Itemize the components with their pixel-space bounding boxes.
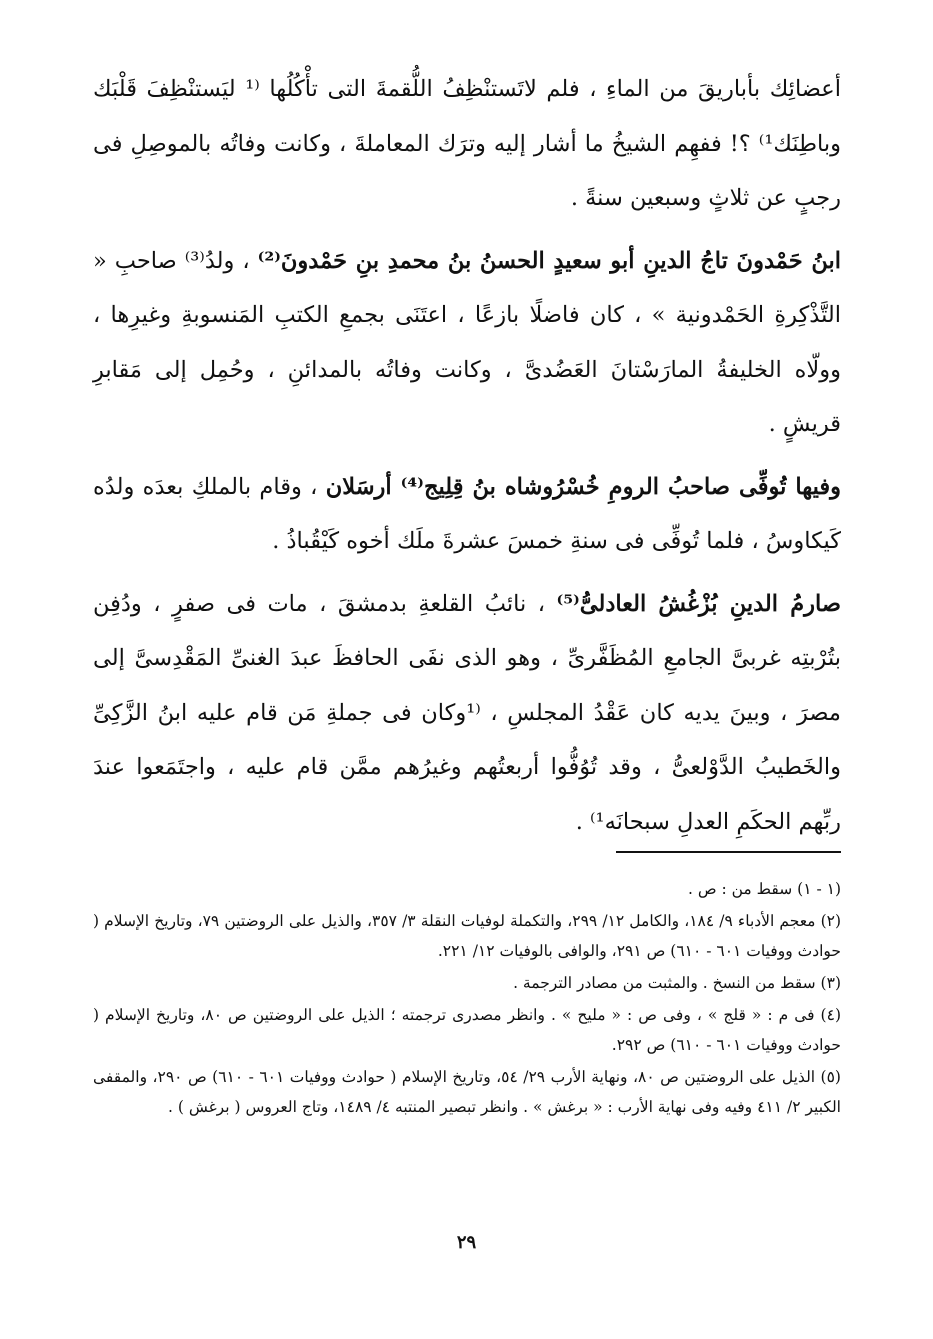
footnote-5: (٥) الذيل على الروضتين ص ٨٠، ونهاية الأرب ٢٩/ ٥٤، وتاريخ الإسلام ( حوادث ووفيات ٦٠١ - ٦١٠) ص ٢٩٠، والمقفى الكبير ٢/ ٤١١ وفيه وفى نهاية الأرب : « برغش » . وانظر تبصير المنتبه ٤/ ١٤٨٩، وتاج العروس ( برغش ) .: [93, 1068, 841, 1116]
entry-heading-buzghush: صارمُ الدينِ بُزْغُشُ العادلىُّ⁽⁵⁾: [556, 590, 841, 617]
footnote-1: (١ - ١) سقط من : ص .: [687, 880, 841, 898]
paragraph-3-text: ، وقام بالملكِ بعدَه ولدُه كَيكاوسُ ، فلما تُوفِّى فى سنةِ خمسَ عشرةَ ملَك أخوه كَيْقُباذُ .: [93, 473, 841, 554]
paragraph-4-text: ، نائبُ القلعةِ بدمشقَ ، مات فى صفرٍ ، ودُفِن بتُرْبتِه غربىَّ الجامعِ المُظَفَّرىِّ ، وهو الذى نفَى الحافظَ عبدَ الغنىِّ المَقْدِسىَّ إلى مصرَ ، وبينَ يديه كان عَقْدُ المجلسِ ، ⁽¹وكان فى جملةِ مَن قام عليه ابنُ الزَّكِىِّ والخَطيبُ الدَّوْلعىُّ ، وقد تُوُفُّوا أربعتُهم وغيرُهم ممَّن قام عليه ، واجتَمَعوا عندَ ربِّهم الحكَمِ العدلِ سبحانَه¹⁾ .: [93, 590, 841, 835]
main-text: [93, 62, 841, 857]
footnote-4: (٤) فى م : « قلج » ، وفى ص : « مليح » . وانظر مصدرى ترجمته ؛ الذيل على الروضتين ص ٨٠، وتاريخ الإسلام ( حوادث ووفيات ٦٠١ - ٦١٠) ص ٢٩٢.: [93, 1006, 841, 1054]
footnotes: [93, 874, 841, 1124]
entry-heading-khusrawshah: وفيها تُوفِّى صاحبُ الرومِ خُسْرُوشاه بنُ قِلِيج⁽⁴⁾ أرسَلان: [325, 473, 841, 500]
paragraph-2: [93, 234, 841, 452]
entry-heading-ibn-hamdun: ابنُ حَمْدونَ تاجُ الدينِ أبو سعيدٍ الحسنُ بنُ محمدِ بنِ حَمْدونَ⁽²⁾: [257, 247, 841, 274]
footnote-3: (٣) سقط من النسخ . والمثبت من مصادر الترجمة .: [513, 974, 841, 992]
paragraph-2-text: ، ولدُ⁽³⁾ صاحبِ « التَّذْكِرةِ الحَمْدونية » ، كان فاضلًا بازعًا ، اعتَنَى بجمعِ الكتبِ المَنسوبةِ وغيرِها ، وولّاه الخليفةُ المارَسْتانَ العَضُدىَّ ، وكانت وفاتُه بالمدائنِ ، وحُمِل إلى مَقابرِ قريشٍ .: [93, 247, 841, 437]
paragraph-3: [93, 460, 841, 569]
footnote-2: (٢) معجم الأدباء ٩/ ١٨٤، والكامل ١٢/ ٢٩٩، والتكملة لوفيات النقلة ٣/ ٣٥٧، والذيل على الروضتين ٧٩، وتاريخ الإسلام ( حوادث ووفيات ٦٠١ - ٦١٠) ص ٢٩١، والوافى بالوفيات ١٢/ ٢٢١.: [93, 912, 842, 960]
footnote-separator: [616, 851, 841, 853]
paragraph-4: [93, 577, 841, 850]
paragraph-1: أعضائِك بأباريقَ من الماءِ ، فلم لاتَستنْظِفُ اللُّقمةَ التى تأْكُلُها ⁽¹ ليَستنْظِفَ قَلْبَك وباطِنَك¹⁾ ؟! ففهِم الشيخُ ما أشار إليه وترَك المعاملةَ ، وكانت وفاتُه بالموصِلِ فى رجبٍ عن ثلاثٍ وسبعين سنةً .: [93, 76, 841, 211]
page-number: ٢٩: [456, 1232, 477, 1253]
